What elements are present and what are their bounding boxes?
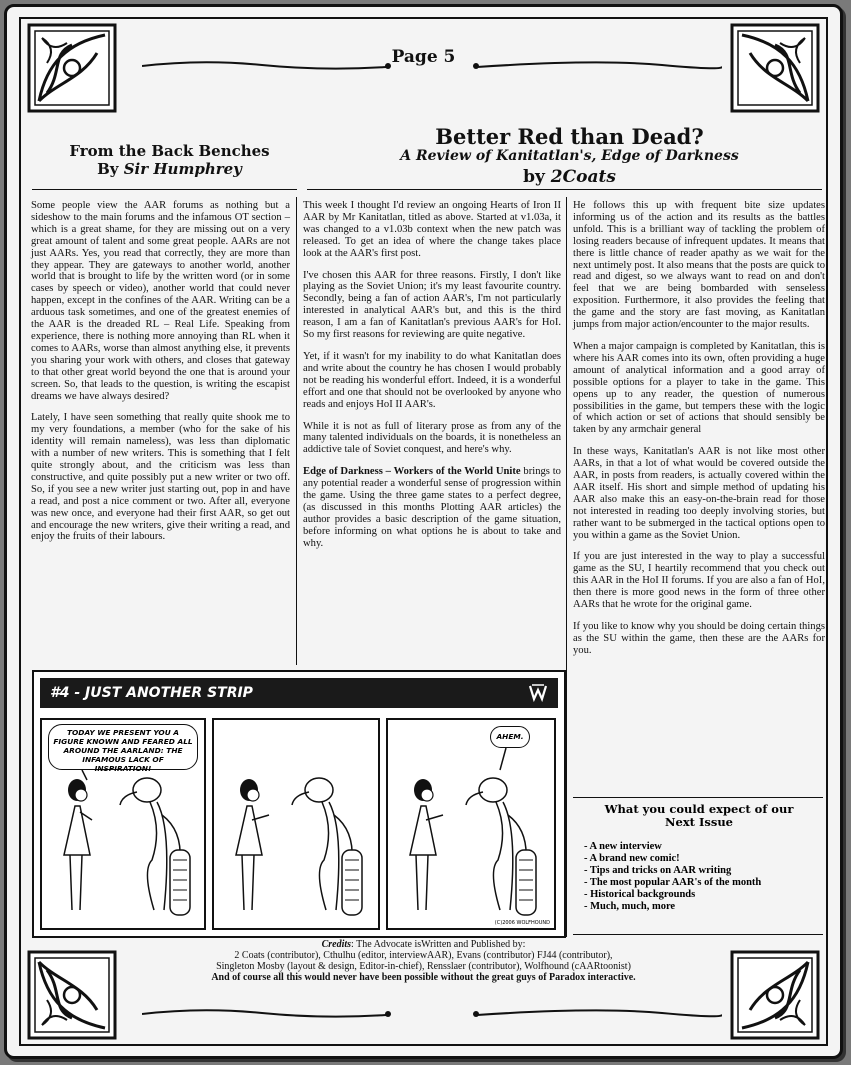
- next-issue-list: [584, 841, 824, 913]
- back-benches-byline: [37, 161, 302, 178]
- comic-title: #4 - JUST ANOTHER STRIP: [50, 685, 253, 701]
- speech-bubble-2: AHEM.: [490, 726, 530, 748]
- credits-label: Credits: [321, 939, 352, 950]
- list-item: - A brand new comic!: [584, 853, 680, 864]
- byline-prefix: By: [97, 160, 124, 178]
- article-paragraph: This week I thought I'd review an ongoing Hearts of Iron II AAR by Mr Kanitatlan, titled as above. Started at v1.03a, it was changed to a v1.03b context when the new patch was released. To get an idea of where the change takes place look at the AAR's first post.: [303, 200, 561, 259]
- comic-characters-icon: [214, 720, 378, 928]
- article-paragraph: Lately, I have seen something that really quite shook me to my very foundations, a member (who for the sake of his identity will remain nameless), was less than diplomatic with a number of new writers. This is something that I felt quite strongly about, and the criticism was less than constructive, and quite possibly put a new writer or two off. So, if you see a new writer just starting out, pop in and have a read, and post a nice comment or two. After all, everyone was new once, and everyone had their first AAR, so get out and encourage the new writers, give their writing a read, and enjoy the fruits of their labours.: [31, 412, 290, 543]
- footer-swash-right-icon: [472, 1007, 722, 1021]
- edge-of-darkness-text: brings to any potential reader a wonderful sense of progression within the game. Using the three game states to a perfect degree, (as discussed in this months Plotting AAR articles) the author provides a basic description of the game situation, before informing on what options he is about to take and why.: [303, 466, 561, 549]
- comic-strip: [32, 670, 566, 938]
- article-paragraph: [303, 466, 561, 549]
- article-paragraph: Yet, if it wasn't for my inability to do what Kanitatlan does and write about the country he has chosen I would probably not be reading his wonderful effort. Indeed, it is a wonderful effort and one that should not be overlooked by anyone who reads and enjoys HoI II AAR's.: [303, 350, 561, 410]
- article-paragraph: I've chosen this AAR for three reasons. Firstly, I don't like playing as the Soviet Union; it's my least favourite country. Secondly, being a fan of action AAR's, I'm not particularly interested in analytical AAR's but, and this is the third reason, I am a fan of Kanitatlan's previous AAR's for HoI. So my first reasons for reviewing are quite negative.: [303, 269, 561, 341]
- review-subtitle: A Review of Kanitatlan's, Edge of Darkness: [400, 148, 739, 164]
- next-issue-box: [574, 803, 824, 913]
- left-heading-rule: [32, 189, 297, 190]
- review-byline: [302, 167, 837, 187]
- credits-line-2: Singleton Mosby (layout & design, Editor-in-chief), Rensslaer (contributor), Wolfhound (cAARtoonist): [216, 961, 631, 972]
- column-divider-2: [566, 197, 567, 937]
- header-swash-right-icon: [472, 59, 722, 73]
- comic-panel-2: [212, 718, 380, 930]
- next-issue-title-line1: What you could expect of our: [604, 802, 794, 816]
- comic-characters-icon: [42, 720, 204, 928]
- back-benches-article: [31, 200, 290, 553]
- next-issue-title-line2: Next Issue: [664, 815, 733, 829]
- review-title: Better Red than Dead?: [435, 124, 704, 149]
- article-paragraph: When a major campaign is completed by Kanitatlan, this is where his AAR comes into its own, often providing a huge amount of analytical information and a good array of possible options for a player to take in the game. This opens up to any reader, the question of numerous possibilities in the game, but tempers these with the logic of which action or set of actions that should sensibly be taken by any armchair general: [573, 340, 825, 436]
- byline-author: Sir Humphrey: [123, 160, 242, 178]
- credits: [157, 939, 690, 983]
- back-benches-title: From the Back Benches: [69, 142, 270, 160]
- page-title: Page 5: [391, 47, 456, 67]
- review-byline-author: 2Coats: [550, 167, 616, 187]
- corner-ornament-bottom-left-icon: [27, 950, 117, 1040]
- list-item: - The most popular AAR's of the month: [584, 877, 762, 888]
- list-item: - A new interview: [584, 841, 662, 852]
- comic-characters-icon: [388, 720, 554, 928]
- article-paragraph: He follows this up with frequent bite size updates informing us of the action and its results as the battles unfold. This is a brilliant way of tackling the problem of losing readers because of infrequent updates. It means that there is little chance of reader apathy as we wait for the next untimely post. It also means that the posts are quick to read and digest, so we always want to read on and don't feel that we are being bombarded with senseless exposition. Furthermore, it also provides the feeling that the game and the story are fast moving, as Kanitatlan jumps from major action/encounter to the major results.: [573, 200, 825, 331]
- list-item: - Much, much, more: [584, 901, 676, 912]
- article-paragraph: In these ways, Kanitatlan's AAR is not like most other AARs, in that a lot of what would be covered outside the AAR, in posts from readers, is actually covered within the AAR itself. His short and simple method of updating his AAR also make this an easy-on-the-brain read for those not interested in reading too deeply involving stories, but rather want to be submerged in the tactical options open to you within a game as the Soviet Union.: [573, 446, 825, 541]
- edge-of-darkness-bold: Edge of Darkness – Workers of the World Unite: [303, 466, 521, 478]
- next-issue-bottom-rule: [573, 934, 823, 935]
- column-divider-1: [296, 197, 297, 665]
- review-article-right: [573, 200, 825, 667]
- credits-line-1: 2 Coats (contributor), Cthulhu (editor, interviewAAR), Evans (contributor) FJ44 (contributor),: [234, 950, 613, 961]
- review-article-middle: [303, 200, 561, 560]
- corner-ornament-bottom-right-icon: [730, 950, 820, 1040]
- article-paragraph: If you like to know why you should be doing certain things as the SU within the game, then these are the AARs for you.: [573, 621, 825, 656]
- next-issue-top-rule: [573, 797, 823, 798]
- article-paragraph: While it is not as full of literary prose as from any of the many talented individuals on the boards, it is nonetheless an addictive tale of Soviet conquest, and here's why.: [303, 420, 561, 456]
- comic-panel-1: [40, 718, 206, 930]
- article-paragraph: Some people view the AAR forums as nothing but a sideshow to the main forums and the infamous OT section – which is a great shame, for they are missing out on a very great amount of talent and some great people. AARs are not just AARs. Yes, you read that correctly, they are more than they appear. They are gateways to another world, another world that is brought to life by the written word (or in some cases by speech or video), another world that could never happen, except in the confines of the AAR. Writing can be a arduous task sometimes, and one of the greatest enemies of the AAR is the dreaded RL – Real Life. Speaking from experience, there is nothing more annoying than RL when it comes to AARs, worse than almost anything else, it prevents you sharing your work with others, and closes that gateway to that other great world beyond the one that is around your screen. So, that leads to the question, is writing the escapist dreams we have always desired?: [31, 200, 290, 402]
- speech-bubble-1: TODAY WE PRESENT YOU A FIGURE KNOWN AND FEARED ALL AROUND THE AARLAND: THE INFAMOUS LACK OF INSPIRATION!: [48, 724, 198, 770]
- wolfhound-logo-icon: [528, 683, 548, 703]
- comic-title-bar: [40, 678, 558, 708]
- list-item: - Tips and tricks on AAR writing: [584, 865, 732, 876]
- review-byline-prefix: by: [523, 167, 551, 187]
- article-paragraph: If you are just interested in the way to play a successful game as the SU, I heartily recommend that you check out this AAR in the HoI II forums. If you are also a fan of HoI, then there is more good news in the form of three other AARs that he wrote for the original game.: [573, 551, 825, 611]
- credits-intro: : The Advocate isWritten and Published by:: [351, 939, 526, 950]
- corner-ornament-top-right-icon: [730, 23, 820, 113]
- comic-panel-3: [386, 718, 556, 930]
- footer-swash-left-icon: [142, 1007, 392, 1021]
- review-heading-rule: [307, 189, 822, 190]
- list-item: - Historical backgrounds: [584, 889, 696, 900]
- credits-final: And of course all this would never have been possible without the great guys of Paradox interactive.: [211, 972, 636, 983]
- corner-ornament-top-left-icon: [27, 23, 117, 113]
- comic-signature: (C)2006 WOLFHOUND: [494, 920, 550, 926]
- newsletter-page: [4, 4, 843, 1059]
- credits-intro-line: [157, 939, 690, 950]
